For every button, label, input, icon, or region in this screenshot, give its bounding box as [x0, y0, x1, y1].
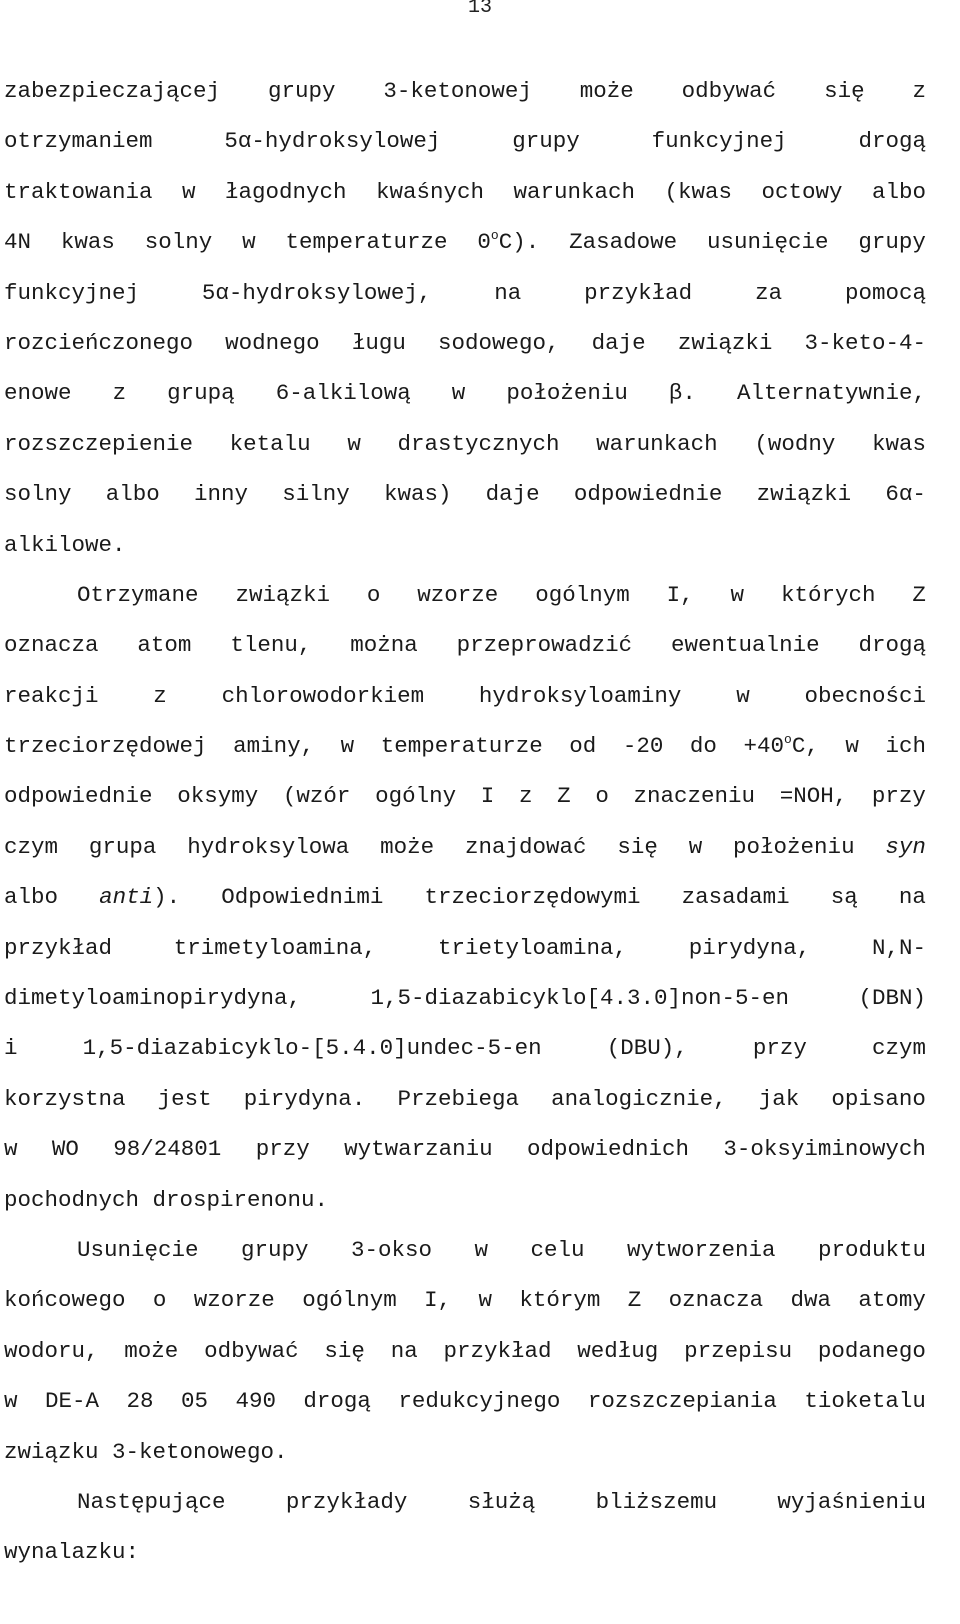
text-line	[4, 1124, 926, 1174]
word: (wodny	[754, 430, 836, 457]
word: w	[4, 1388, 18, 1415]
text-line	[4, 1477, 926, 1527]
text-line	[4, 1023, 926, 1073]
word: (DBN)	[858, 985, 926, 1012]
word: rozszczepiania	[587, 1388, 777, 1415]
word: w	[474, 1236, 488, 1263]
word: na	[898, 884, 926, 911]
word: czym	[871, 1035, 926, 1062]
word: (kwas	[664, 178, 732, 205]
word: 5α-hydroksylowej,	[201, 279, 432, 306]
text-line	[4, 520, 926, 570]
word: celu	[530, 1236, 585, 1263]
word: i	[4, 1035, 18, 1062]
text-line	[4, 721, 926, 771]
word: z	[153, 682, 167, 709]
word: związki	[677, 329, 773, 356]
word: -20	[622, 733, 664, 760]
word: 4N	[4, 229, 32, 256]
word: na	[494, 279, 522, 306]
text-line	[4, 419, 926, 469]
word: Usunięcie	[77, 1236, 199, 1263]
word: wynalazku:	[4, 1539, 140, 1566]
word: od	[569, 733, 597, 760]
word: alkilowe.	[4, 531, 126, 558]
word: w	[845, 733, 859, 760]
word: są	[830, 884, 858, 911]
word: drogą	[858, 128, 926, 155]
word: w	[688, 833, 703, 860]
word: oznacza	[668, 1287, 764, 1314]
word: grupy	[241, 1236, 309, 1263]
word: temperaturze	[380, 733, 543, 760]
word: w	[182, 178, 196, 205]
word: 6α-	[885, 481, 926, 508]
word: (DBU),	[606, 1035, 688, 1062]
word: jak	[758, 1085, 800, 1112]
word: aminy,	[233, 733, 315, 760]
word: przykład	[584, 279, 693, 306]
word: związku	[4, 1438, 99, 1465]
word: grupy	[512, 128, 580, 155]
text-line	[4, 771, 926, 821]
word: solny	[4, 481, 72, 508]
word: oznacza	[4, 632, 99, 659]
word: 5α-hydroksylowej	[224, 128, 441, 155]
word: reakcji	[4, 682, 99, 709]
word: 0$^o$C).	[477, 228, 540, 256]
word: bliższemu	[595, 1488, 718, 1515]
word: drospirenonu.	[152, 1186, 329, 1213]
word: zabezpieczającej	[4, 78, 221, 104]
text-line	[4, 469, 926, 519]
word: oksymy	[177, 783, 259, 810]
word: octowy	[761, 178, 843, 205]
text-line	[4, 217, 926, 267]
text-line	[4, 1427, 926, 1477]
word: wodnego	[225, 329, 320, 356]
word: przykład	[443, 1337, 552, 1364]
word: według	[577, 1337, 659, 1364]
word: silny	[282, 481, 350, 508]
text-line	[4, 167, 926, 217]
word: albo	[4, 884, 59, 911]
word: w	[242, 229, 256, 256]
word: otrzymaniem	[4, 128, 153, 155]
text-line	[4, 1225, 926, 1275]
word: rozszczepienie	[4, 430, 194, 457]
word: położeniu	[506, 380, 628, 407]
word: przy	[871, 783, 926, 810]
word: Zasadowe	[569, 229, 678, 256]
word: tlenu,	[230, 632, 312, 659]
word: można	[350, 632, 418, 659]
word: wzorze	[417, 581, 499, 608]
word: ketalu	[229, 430, 311, 457]
word: o	[366, 581, 381, 608]
text-line	[4, 66, 926, 116]
word: (wzór	[282, 783, 351, 810]
word: inny	[193, 481, 248, 508]
word: łagodnych	[224, 178, 347, 205]
word: Następujące	[77, 1488, 226, 1515]
word: może	[124, 1337, 179, 1364]
word: czym	[4, 833, 59, 860]
text-line	[4, 1074, 926, 1124]
word: pochodnych	[4, 1186, 140, 1213]
word: przepisu	[684, 1337, 793, 1364]
word: redukcyjnego	[398, 1388, 561, 1415]
word: do	[689, 733, 717, 760]
word: rozcieńczonego	[4, 329, 194, 356]
word: funkcyjnej	[4, 279, 140, 306]
word: związki	[756, 481, 852, 508]
word: korzystna	[4, 1085, 126, 1112]
word: 3-ketonowego.	[112, 1438, 288, 1465]
word: trzeciorzędowymi	[424, 884, 641, 911]
word: warunkach	[596, 430, 718, 457]
word: 28	[126, 1388, 154, 1415]
word: dwa	[790, 1287, 832, 1314]
word: z	[912, 78, 926, 104]
word: wytwarzaniu	[344, 1136, 493, 1163]
word: znajdować	[464, 833, 587, 860]
word: DE-A	[44, 1388, 99, 1415]
word: kwas	[60, 229, 115, 256]
word: dimetyloaminopirydyna,	[4, 985, 302, 1012]
page-number: 13	[467, 0, 492, 19]
word: 3-ketonowej	[383, 78, 532, 104]
word: z	[112, 380, 127, 407]
word: wyjaśnieniu	[777, 1488, 926, 1515]
word: służą	[467, 1488, 536, 1515]
word: albo	[871, 178, 926, 205]
word: usunięcie	[706, 229, 829, 256]
word: daje	[485, 481, 540, 508]
word: 05	[180, 1388, 208, 1415]
word: 490	[235, 1388, 276, 1415]
word: kwaśnych	[375, 178, 485, 205]
document-body	[4, 66, 926, 1578]
text-line	[4, 822, 926, 872]
word: albo	[105, 481, 160, 508]
word: Przebiega	[397, 1085, 519, 1112]
word: 1,5-diazabicyklo-[5.4.0]undec-5-en	[82, 1035, 542, 1062]
word: końcowego	[4, 1287, 126, 1314]
word: ich	[885, 733, 926, 760]
word: przykład	[4, 934, 113, 961]
word: chlorowodorkiem	[221, 682, 425, 709]
word: $+40^oC$,	[743, 732, 819, 760]
word: hydroksyloaminy	[478, 682, 682, 709]
word: w	[736, 682, 750, 709]
word: =NOH,	[779, 783, 848, 810]
word: tioketalu	[804, 1388, 926, 1415]
word: odpowiednich	[526, 1136, 690, 1163]
word: traktowania	[4, 178, 153, 205]
word: związki	[235, 581, 330, 608]
word: Z	[627, 1287, 642, 1314]
word: solny	[144, 229, 213, 256]
word: kwas)	[383, 481, 452, 508]
word: ogólnym	[535, 581, 630, 608]
text-line	[4, 620, 926, 670]
word: Z	[912, 581, 926, 608]
text-line	[4, 872, 926, 922]
word: β.	[668, 380, 696, 407]
word: o	[152, 1287, 167, 1314]
word: wzorze	[193, 1287, 275, 1314]
word: 1,5-diazabicyklo[4.3.0]non-5-en	[370, 985, 790, 1012]
word: których	[780, 581, 876, 608]
text-line	[4, 570, 926, 620]
word: przykłady	[285, 1488, 408, 1515]
word: pirydyna.	[243, 1085, 366, 1112]
text-line	[4, 671, 926, 721]
word: I,	[666, 581, 694, 608]
word: odpowiednie	[573, 481, 723, 508]
word: drogą	[303, 1388, 371, 1415]
word: I,	[424, 1287, 452, 1314]
word: w	[340, 733, 355, 760]
word: się	[617, 833, 658, 860]
word: trimetyloamina,	[173, 934, 377, 961]
word: w	[451, 380, 466, 407]
word: I	[480, 783, 495, 810]
word: drogą	[858, 632, 926, 659]
text-line	[4, 268, 926, 318]
word: drastycznych	[397, 430, 560, 457]
word: z	[518, 783, 533, 810]
word: grupy	[858, 229, 926, 256]
text-line	[4, 318, 926, 368]
word: pirydyna,	[688, 934, 811, 961]
word: 3-oksyiminowych	[723, 1136, 926, 1163]
word: którym	[519, 1287, 601, 1314]
word: warunkach	[513, 178, 636, 205]
word: za	[755, 279, 783, 306]
word: atomy	[858, 1287, 926, 1314]
word: Alternatywnie,	[736, 380, 926, 407]
word: grupa	[88, 833, 157, 860]
text-line	[4, 923, 926, 973]
word: analogicznie,	[551, 1085, 727, 1112]
word: produktu	[817, 1236, 926, 1263]
word: może	[579, 78, 634, 104]
word: położeniu	[733, 833, 855, 860]
word: daje	[591, 329, 646, 356]
text-line	[4, 1275, 926, 1325]
word: atom	[137, 632, 192, 659]
word: w	[478, 1287, 492, 1314]
word: trietyloamina,	[437, 934, 628, 961]
word: 98/24801	[113, 1136, 222, 1163]
word: ogólny	[375, 783, 457, 810]
word: wodoru,	[4, 1337, 99, 1364]
word: odpowiednie	[4, 783, 153, 810]
word: Otrzymane	[77, 581, 199, 608]
word: funkcyjnej	[651, 128, 787, 155]
word: hydroksylowa	[187, 833, 350, 860]
word: przy	[255, 1136, 310, 1163]
word: może	[380, 833, 435, 860]
word: o	[595, 783, 609, 810]
word: ługu	[351, 329, 406, 356]
word: kwas	[871, 430, 926, 457]
word: grupą	[167, 380, 235, 407]
word: temperaturze	[285, 229, 448, 256]
text-line	[4, 1175, 926, 1225]
word: jest	[157, 1085, 212, 1112]
word: 3-okso	[350, 1236, 432, 1263]
word: 6-alkilową	[275, 380, 411, 407]
word: grupy	[267, 78, 336, 104]
word: pomocą	[844, 279, 926, 306]
text-line	[4, 973, 926, 1023]
word: syn	[885, 833, 926, 860]
word: zasadami	[681, 884, 790, 911]
word: odbywać	[204, 1337, 299, 1364]
word: ogólnym	[302, 1287, 397, 1314]
text-line	[4, 368, 926, 418]
word: sodowego,	[437, 329, 560, 356]
word: w	[730, 581, 745, 608]
word: trzeciorzędowej	[4, 733, 207, 760]
word: się	[324, 1337, 365, 1364]
word: enowe	[4, 380, 72, 407]
text-line	[4, 1376, 926, 1426]
text-line	[4, 116, 926, 166]
word: znaczeniu	[633, 783, 756, 810]
word: przeprowadzić	[456, 632, 633, 659]
word: WO	[51, 1136, 79, 1163]
text-line	[4, 1527, 926, 1577]
text-line	[4, 1326, 926, 1376]
word: opisano	[831, 1085, 926, 1112]
word: N,N-	[871, 934, 926, 961]
word: podanego	[817, 1337, 926, 1364]
word: anti).	[99, 884, 181, 911]
word: wytworzenia	[626, 1236, 776, 1263]
word: na	[390, 1337, 418, 1364]
word: odbywać	[681, 78, 777, 104]
word: Odpowiednimi	[221, 884, 384, 911]
word: obecności	[804, 682, 926, 709]
word: w	[347, 430, 361, 457]
word: ewentualnie	[671, 632, 820, 659]
word: w	[4, 1136, 18, 1163]
word: Z	[557, 783, 571, 810]
word: się	[824, 78, 865, 104]
word: przy	[752, 1035, 807, 1062]
word: 3-keto-4-	[804, 329, 926, 356]
